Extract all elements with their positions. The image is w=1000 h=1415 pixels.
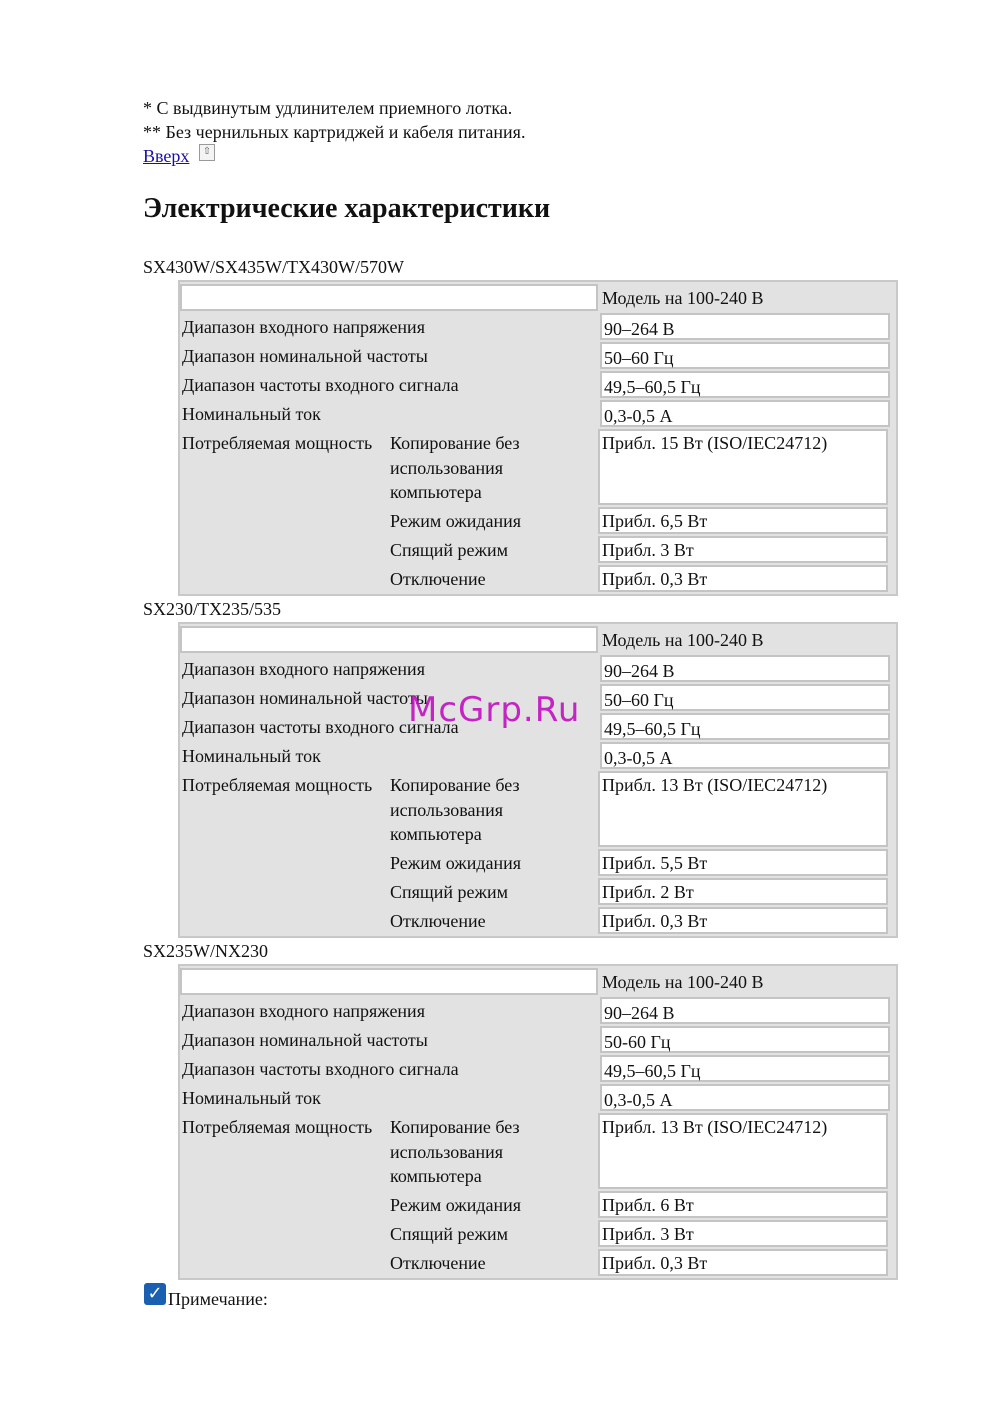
header-blank-cell <box>180 284 598 311</box>
row-label: Номинальный ток <box>180 1084 598 1111</box>
model-group-title: SX230/TX235/535 <box>143 599 282 619</box>
row-label: Номинальный ток <box>180 400 598 427</box>
power-label: Потребляемая мощность <box>180 771 388 936</box>
table-row <box>180 313 896 340</box>
header-blank-cell <box>180 626 598 653</box>
power-row <box>388 565 896 592</box>
row-value: 90–264 В <box>600 313 890 340</box>
row-label: Диапазон частоты входного сигнала <box>180 1055 598 1082</box>
header-blank-cell <box>180 968 598 995</box>
power-mode: Отключение <box>388 907 598 934</box>
power-mode: Копирование без использования компьютера <box>388 1113 598 1189</box>
power-value: Прибл. 13 Вт (ISO/IEC24712) <box>598 771 888 847</box>
footnote-2: ** Без чернильных картриджей и кабеля питания. <box>143 122 526 142</box>
model-group-title: SX235W/NX230 <box>143 941 268 961</box>
table-row <box>180 400 896 427</box>
table-header-row <box>180 626 896 653</box>
row-label: Диапазон номинальной частоты <box>180 342 598 369</box>
power-mode: Спящий режим <box>388 536 598 563</box>
power-row <box>388 1113 896 1189</box>
row-value: 50–60 Гц <box>600 684 890 711</box>
spec-table <box>178 622 898 938</box>
power-row <box>388 507 896 534</box>
power-value: Прибл. 3 Вт <box>598 1220 888 1247</box>
power-mode: Режим ожидания <box>388 849 598 876</box>
note-label: Примечание: <box>168 1289 268 1309</box>
power-value: Прибл. 6 Вт <box>598 1191 888 1218</box>
row-label: Диапазон номинальной частоты <box>180 1026 598 1053</box>
row-value: 0,3-0,5 А <box>600 400 890 427</box>
header-model-cell: Модель на 100-240 В <box>600 626 890 653</box>
power-value: Прибл. 3 Вт <box>598 536 888 563</box>
power-value: Прибл. 13 Вт (ISO/IEC24712) <box>598 1113 888 1189</box>
table-row <box>180 371 896 398</box>
power-mode: Отключение <box>388 565 598 592</box>
model-group-title: SX430W/SX435W/TX430W/570W <box>143 257 404 277</box>
power-mode: Спящий режим <box>388 1220 598 1247</box>
checkmark-note-icon: ✓ <box>144 1283 166 1305</box>
row-label: Номинальный ток <box>180 742 598 769</box>
row-value: 90–264 В <box>600 997 890 1024</box>
power-row <box>388 536 896 563</box>
power-row <box>388 878 896 905</box>
back-to-top-link[interactable]: Вверх <box>143 146 190 166</box>
table-row <box>180 342 896 369</box>
table-header-row <box>180 968 896 995</box>
power-mode: Режим ожидания <box>388 1191 598 1218</box>
power-row <box>388 849 896 876</box>
table-row <box>180 655 896 682</box>
row-label: Диапазон номинальной частоты <box>180 684 598 711</box>
power-section <box>180 771 896 936</box>
row-value: 0,3-0,5 А <box>600 1084 890 1111</box>
header-model-cell: Модель на 100-240 В <box>600 284 890 311</box>
power-row <box>388 907 896 934</box>
row-value: 49,5–60,5 Гц <box>600 371 890 398</box>
table-row <box>180 1026 896 1053</box>
row-label: Диапазон входного напряжения <box>180 655 598 682</box>
power-section <box>180 429 896 594</box>
row-label: Диапазон входного напряжения <box>180 313 598 340</box>
table-header-row <box>180 284 896 311</box>
power-value: Прибл. 0,3 Вт <box>598 907 888 934</box>
row-value: 50-60 Гц <box>600 1026 890 1053</box>
table-row <box>180 1055 896 1082</box>
power-row <box>388 771 896 847</box>
power-mode: Режим ожидания <box>388 507 598 534</box>
power-row <box>388 1191 896 1218</box>
row-label: Диапазон частоты входного сигнала <box>180 371 598 398</box>
row-value: 50–60 Гц <box>600 342 890 369</box>
row-label: Диапазон частоты входного сигнала <box>180 713 598 740</box>
power-value: Прибл. 15 Вт (ISO/IEC24712) <box>598 429 888 505</box>
power-mode: Копирование без использования компьютера <box>388 429 598 505</box>
table-row <box>180 1084 896 1111</box>
row-value: 0,3-0,5 А <box>600 742 890 769</box>
row-value: 49,5–60,5 Гц <box>600 713 890 740</box>
table-row <box>180 997 896 1024</box>
spec-table <box>178 280 898 596</box>
spec-table <box>178 964 898 1280</box>
power-row <box>388 1249 896 1276</box>
row-value: 90–264 В <box>600 655 890 682</box>
power-value: Прибл. 2 Вт <box>598 878 888 905</box>
section-title: Электрические характеристики <box>143 193 551 224</box>
power-value: Прибл. 5,5 Вт <box>598 849 888 876</box>
power-mode: Копирование без использования компьютера <box>388 771 598 847</box>
header-model-cell: Модель на 100-240 В <box>600 968 890 995</box>
power-value: Прибл. 0,3 Вт <box>598 565 888 592</box>
row-label: Диапазон входного напряжения <box>180 997 598 1024</box>
arrow-up-icon[interactable]: ⇧ <box>199 144 215 161</box>
power-label: Потребляемая мощность <box>180 429 388 594</box>
table-row <box>180 742 896 769</box>
power-mode: Спящий режим <box>388 878 598 905</box>
row-value: 49,5–60,5 Гц <box>600 1055 890 1082</box>
watermark: McGrp.Ru <box>408 690 581 730</box>
power-value: Прибл. 0,3 Вт <box>598 1249 888 1276</box>
power-section <box>180 1113 896 1278</box>
power-row <box>388 429 896 505</box>
power-row <box>388 1220 896 1247</box>
power-value: Прибл. 6,5 Вт <box>598 507 888 534</box>
power-mode: Отключение <box>388 1249 598 1276</box>
footnote-1: * С выдвинутым удлинителем приемного лотка. <box>143 98 513 118</box>
power-label: Потребляемая мощность <box>180 1113 388 1278</box>
